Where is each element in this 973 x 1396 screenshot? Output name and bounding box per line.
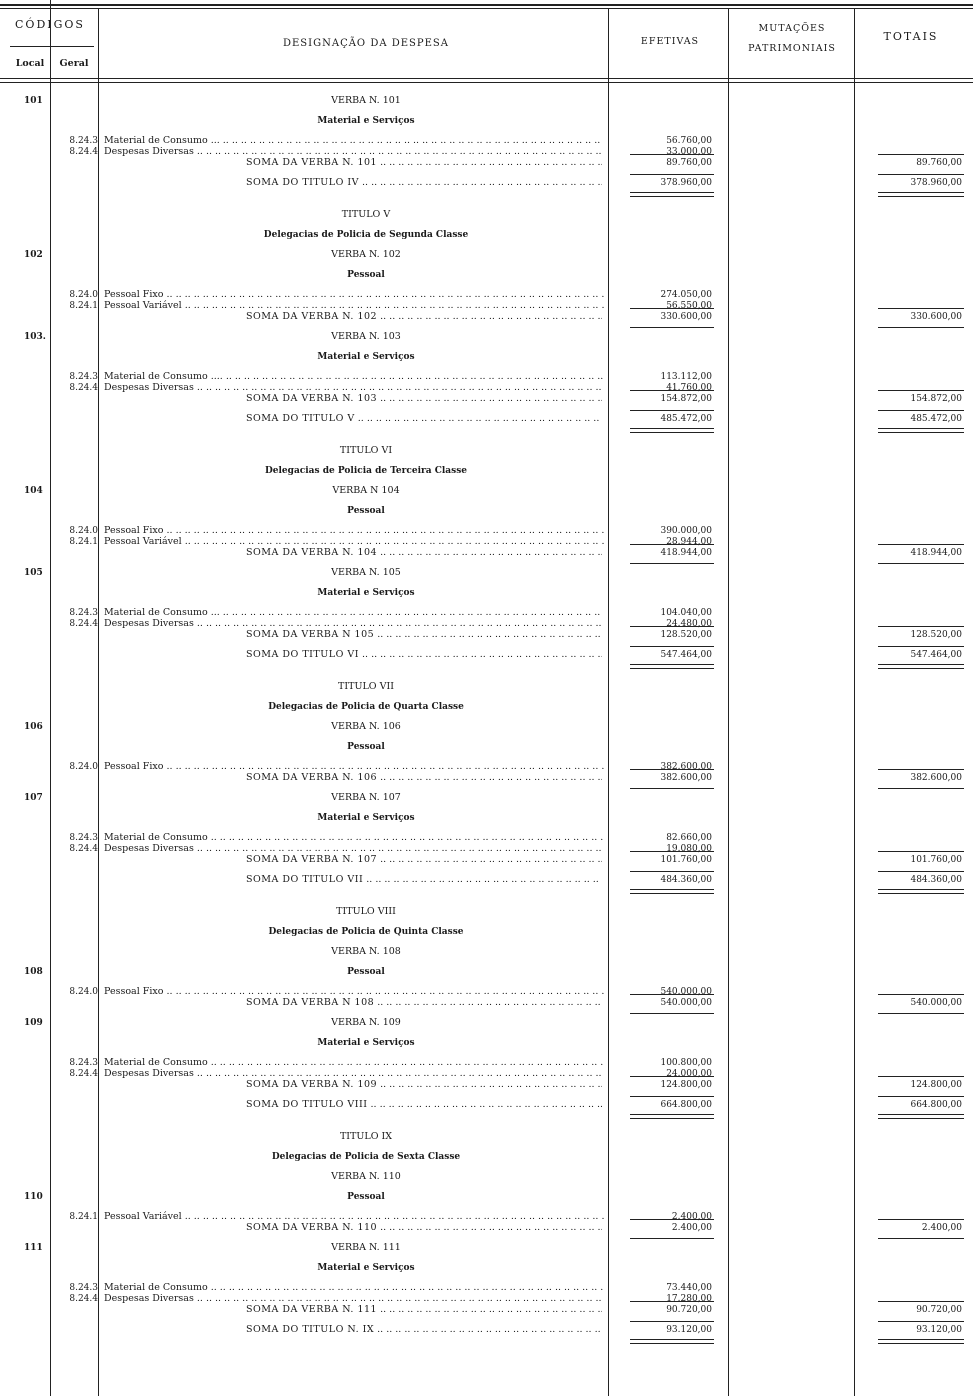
section-heading: VERBA N. 108 (331, 946, 401, 957)
efetivas-rule (630, 544, 714, 545)
table-row (0, 392, 973, 406)
table-row (0, 208, 973, 222)
value-efetivas: 390.000,00 (660, 526, 712, 536)
sum-label: SOMA DO TITULO VIII .. .. (246, 1098, 602, 1112)
efetivas-rule (630, 994, 714, 995)
value-efetivas: 41.760,00 (666, 383, 712, 393)
code-local: 102 (24, 250, 43, 260)
item-description: Pessoal Variável .. .. (104, 535, 604, 549)
value-totais: 418.944,00 (910, 548, 962, 558)
header-efetivas: EFETIVAS (640, 36, 700, 47)
value-efetivas: 90.720,00 (666, 1305, 712, 1315)
code-local: 106 (24, 722, 43, 732)
value-efetivas: 33.000,00 (666, 147, 712, 157)
table-row (0, 965, 973, 979)
value-efetivas: 124.800,00 (660, 1080, 712, 1090)
sum-label: SOMA DA VERBA N 108 .. .. (246, 996, 602, 1010)
section-heading: TITULO IX (339, 1131, 393, 1142)
table-row (0, 1098, 973, 1112)
code-geral: 8.24.3 (69, 1058, 98, 1068)
table-row (0, 1323, 973, 1337)
item-description: Despesas Diversas .. .. .. (104, 1292, 604, 1306)
efetivas-close-rule (630, 327, 714, 328)
section-heading: VERBA N 104 (332, 485, 400, 496)
totais-rule (878, 769, 964, 770)
section-subheading: Material e Serviços (317, 1038, 415, 1048)
table-row (0, 1170, 973, 1184)
totais-rule (878, 544, 964, 545)
value-efetivas: 82.660,00 (666, 833, 712, 843)
code-geral: 8.24.0 (69, 762, 98, 772)
value-efetivas: 382.600,00 (660, 773, 712, 783)
value-efetivas: 382.600,00 (660, 762, 712, 772)
section-subheading: Material e Serviços (317, 352, 415, 362)
value-efetivas: 56.550,00 (666, 301, 712, 311)
sum-label: SOMA DA VERBA N. 109 .. .. (246, 1078, 602, 1092)
table-row (0, 546, 973, 560)
efetivas-rule (630, 871, 714, 872)
item-description: Material de Consumo .. .. .. (104, 1281, 604, 1295)
value-totais: 89.760,00 (916, 158, 962, 168)
item-description: Despesas Diversas .. .. .. (104, 145, 604, 159)
totais-double-rule (878, 428, 964, 433)
efetivas-rule (630, 646, 714, 647)
table-row (0, 791, 973, 805)
efetivas-double-rule (630, 889, 714, 894)
value-efetivas: 101.760,00 (660, 855, 712, 865)
code-geral: 8.24.3 (69, 372, 98, 382)
item-description: Despesas Diversas .. .. .. (104, 1067, 604, 1081)
totais-rule (878, 851, 964, 852)
value-totais: 154.872,00 (910, 394, 962, 404)
code-geral: 8.24.4 (69, 147, 98, 157)
efetivas-close-rule (630, 1238, 714, 1239)
sum-label: SOMA DA VERBA N. 102 .. .. (246, 310, 602, 324)
code-local: 108 (24, 967, 43, 977)
totais-rule (878, 1096, 964, 1097)
code-local: 109 (24, 1018, 43, 1028)
header-patrimoniais: PATRIMONIAIS (748, 43, 836, 54)
sum-label: SOMA DA VERBA N 105 .. .. (246, 628, 602, 642)
value-efetivas: 484.360,00 (660, 875, 712, 885)
value-totais: 547.464,00 (910, 650, 962, 660)
totais-rule (878, 871, 964, 872)
section-subheading: Material e Serviços (317, 116, 415, 126)
value-totais: 382.600,00 (910, 773, 962, 783)
sum-label: SOMA DA VERBA N. 101 .. .. (246, 156, 602, 170)
table-row (0, 1078, 973, 1092)
value-efetivas: 418.944,00 (660, 548, 712, 558)
value-totais: 101.760,00 (910, 855, 962, 865)
totais-rule (878, 410, 964, 411)
code-geral: 8.24.0 (69, 290, 98, 300)
code-geral: 8.24.4 (69, 619, 98, 629)
item-description: Pessoal Fixo .. .. (104, 288, 604, 302)
item-description: Pessoal Fixo .. .. .. (104, 760, 604, 774)
item-description: Pessoal Fixo .. .. .. (104, 985, 604, 999)
header-bottom-rule-2 (0, 82, 973, 83)
section-heading: VERBA N. 109 (331, 1017, 401, 1028)
section-heading: TITULO VIII (336, 906, 396, 917)
value-efetivas: 664.800,00 (660, 1100, 712, 1110)
table-row (0, 1150, 973, 1164)
value-efetivas: 24.480,00 (666, 619, 712, 629)
efetivas-double-rule (630, 664, 714, 669)
value-totais: 124.800,00 (910, 1080, 962, 1090)
section-subheading: Delegacias de Policia de Segunda Classe (263, 230, 469, 240)
item-description: Material de Consumo .. .. .. (104, 1056, 604, 1070)
sum-label: SOMA DA VERBA N. 104 .. .. (246, 546, 602, 560)
totais-rule (878, 154, 964, 155)
item-description: Material de Consumo ... .. .. (104, 134, 604, 148)
code-geral: 8.24.4 (69, 383, 98, 393)
efetivas-double-rule (630, 192, 714, 197)
value-efetivas: 17.280,00 (666, 1294, 712, 1304)
code-geral: 8.24.3 (69, 608, 98, 618)
value-efetivas: 154.872,00 (660, 394, 712, 404)
totais-rule (878, 390, 964, 391)
code-local: 110 (24, 1192, 43, 1202)
item-description: Despesas Diversas .. .. .. (104, 381, 604, 395)
section-subheading: Material e Serviços (317, 813, 415, 823)
value-efetivas: 56.760,00 (666, 136, 712, 146)
value-totais: 128.520,00 (910, 630, 962, 640)
header-totais: TOTAIS (883, 30, 939, 43)
efetivas-rule (630, 174, 714, 175)
code-geral: 8.24.3 (69, 833, 98, 843)
table-row (0, 925, 973, 939)
value-totais: 484.360,00 (910, 875, 962, 885)
totais-close-rule (878, 1238, 964, 1239)
item-description: Pessoal Fixo .. .. .. (104, 524, 604, 538)
code-local: 111 (24, 1243, 43, 1253)
table-row (0, 484, 973, 498)
table-row (0, 1016, 973, 1030)
item-description: Pessoal Variável .. .. (104, 299, 604, 313)
code-geral: 8.24.3 (69, 136, 98, 146)
section-subheading: Pessoal (347, 1192, 385, 1202)
section-heading: VERBA N. 110 (331, 1171, 401, 1182)
header-codigos: CÓDIGOS (15, 18, 85, 31)
totais-rule (878, 646, 964, 647)
sum-label: SOMA DO TITULO IV .. .. (246, 176, 602, 190)
totais-double-rule (878, 192, 964, 197)
table-row (0, 114, 973, 128)
table-row (0, 853, 973, 867)
table-row (0, 905, 973, 919)
section-subheading: Delegacias de Policia de Quinta Classe (268, 927, 464, 937)
section-heading: VERBA N. 101 (331, 95, 401, 106)
section-subheading: Pessoal (347, 270, 385, 280)
section-subheading: Pessoal (347, 742, 385, 752)
value-efetivas: 378.960,00 (660, 178, 712, 188)
efetivas-rule (630, 390, 714, 391)
section-heading: VERBA N. 106 (331, 721, 401, 732)
efetivas-close-rule (630, 788, 714, 789)
sum-label: SOMA DA VERBA N. 106 .. .. (246, 771, 602, 785)
table-row (0, 720, 973, 734)
value-efetivas: 2.400,00 (671, 1223, 712, 1233)
table-row (0, 268, 973, 282)
totais-rule (878, 1321, 964, 1322)
table-row (0, 330, 973, 344)
table-row (0, 1241, 973, 1255)
efetivas-rule (630, 1096, 714, 1097)
totais-rule (878, 308, 964, 309)
value-totais: 2.400,00 (921, 1223, 962, 1233)
section-subheading: Material e Serviços (317, 588, 415, 598)
table-row (0, 412, 973, 426)
header-geral: Geral (59, 58, 89, 69)
totais-rule (878, 994, 964, 995)
code-geral: 8.24.0 (69, 987, 98, 997)
value-totais: 485.472,00 (910, 414, 962, 424)
section-subheading: Delegacias de Policia de Sexta Classe (271, 1152, 461, 1162)
value-efetivas: 113.112,00 (660, 372, 712, 382)
table-row (0, 945, 973, 959)
table-row (0, 1261, 973, 1275)
header-local: Local (15, 58, 45, 69)
efetivas-double-rule (630, 1114, 714, 1119)
table-row (0, 873, 973, 887)
code-geral: 8.24.1 (69, 1212, 98, 1222)
table-row (0, 811, 973, 825)
top-border-inner (0, 8, 973, 9)
value-totais: 540.000,00 (910, 998, 962, 1008)
value-efetivas: 330.600,00 (660, 312, 712, 322)
table-row (0, 1303, 973, 1317)
totais-close-rule (878, 563, 964, 564)
value-efetivas: 89.760,00 (666, 158, 712, 168)
value-efetivas: 540.000,00 (660, 998, 712, 1008)
section-heading: TITULO VI (339, 445, 393, 456)
section-heading: VERBA N. 105 (331, 567, 401, 578)
sum-label: SOMA DO TITULO VI .. .. (246, 648, 602, 662)
table-row (0, 1036, 973, 1050)
efetivas-rule (630, 1301, 714, 1302)
table-row (0, 700, 973, 714)
code-local: 103. (24, 332, 46, 342)
value-efetivas: 485.472,00 (660, 414, 712, 424)
item-description: Pessoal Variável .. .. (104, 1210, 604, 1224)
table-row (0, 586, 973, 600)
table-row (0, 996, 973, 1010)
table-row (0, 444, 973, 458)
efetivas-rule (630, 410, 714, 411)
section-heading: VERBA N. 107 (331, 792, 401, 803)
code-local: 104 (24, 486, 43, 496)
value-efetivas: 19.080,00 (666, 844, 712, 854)
efetivas-rule (630, 769, 714, 770)
efetivas-rule (630, 154, 714, 155)
table-row (0, 628, 973, 642)
table-row (0, 1130, 973, 1144)
code-geral: 8.24.1 (69, 537, 98, 547)
totais-rule (878, 1219, 964, 1220)
efetivas-rule (630, 626, 714, 627)
value-efetivas: 24.000,00 (666, 1069, 712, 1079)
totais-double-rule (878, 889, 964, 894)
code-geral: 8.24.4 (69, 844, 98, 854)
table-row (0, 566, 973, 580)
item-description: Material de Consumo .. .. (104, 831, 604, 845)
table-row (0, 156, 973, 170)
section-heading: VERBA N. 103 (331, 331, 401, 342)
code-geral: 8.24.1 (69, 301, 98, 311)
section-heading: TITULO VII (338, 681, 394, 692)
sum-label: SOMA DO TITULO VII .. .. (246, 873, 602, 887)
totais-rule (878, 1301, 964, 1302)
table-row (0, 504, 973, 518)
value-efetivas: 274.050,00 (660, 290, 712, 300)
value-totais: 93.120,00 (916, 1325, 962, 1335)
code-geral: 8.24.4 (69, 1294, 98, 1304)
section-heading: VERBA N. 111 (331, 1242, 401, 1253)
section-heading: TITULO V (341, 209, 391, 220)
code-local: 107 (24, 793, 43, 803)
header-designacao: DESIGNAÇÃO DA DESPESA (282, 38, 449, 49)
value-efetivas: 128.520,00 (660, 630, 712, 640)
efetivas-rule (630, 1321, 714, 1322)
efetivas-rule (630, 851, 714, 852)
sum-label: SOMA DA VERBA N. 103 .. .. (246, 392, 602, 406)
value-totais: 664.800,00 (910, 1100, 962, 1110)
section-subheading: Pessoal (347, 967, 385, 977)
efetivas-double-rule (630, 428, 714, 433)
sum-label: SOMA DA VERBA N. 107 .. .. (246, 853, 602, 867)
table-row (0, 310, 973, 324)
totais-double-rule (878, 1114, 964, 1119)
efetivas-double-rule (630, 1339, 714, 1344)
section-heading: VERBA N. 102 (331, 249, 401, 260)
table-row (0, 740, 973, 754)
totais-close-rule (878, 788, 964, 789)
table-row (0, 648, 973, 662)
totais-double-rule (878, 1339, 964, 1344)
sum-label: SOMA DA VERBA N. 111 .. .. (246, 1303, 602, 1317)
value-efetivas: 2.400,00 (671, 1212, 712, 1222)
totais-rule (878, 174, 964, 175)
table-row (0, 94, 973, 108)
totais-close-rule (878, 327, 964, 328)
value-efetivas: 540.000,00 (660, 987, 712, 997)
table-row (0, 176, 973, 190)
section-subheading: Material e Serviços (317, 1263, 415, 1273)
table-row (0, 248, 973, 262)
sum-label: SOMA DO TITULO N. IX .. .. (246, 1323, 602, 1337)
section-subheading: Pessoal (347, 506, 385, 516)
code-geral: 8.24.0 (69, 526, 98, 536)
value-efetivas: 547.464,00 (660, 650, 712, 660)
value-efetivas: 104.040,00 (660, 608, 712, 618)
table-row (0, 680, 973, 694)
value-efetivas: 28.944,00 (666, 537, 712, 547)
value-efetivas: 93.120,00 (666, 1325, 712, 1335)
item-description: Material de Consumo .... .. .. (104, 370, 604, 384)
header-mutacoes: MUTAÇÕES (758, 23, 826, 34)
totais-rule (878, 1076, 964, 1077)
item-description: Despesas Diversas .. .. .. (104, 617, 604, 631)
code-geral: 8.24.3 (69, 1283, 98, 1293)
sum-label: SOMA DA VERBA N. 110 .. .. (246, 1221, 602, 1235)
value-efetivas: 100.800,00 (660, 1058, 712, 1068)
efetivas-rule (630, 308, 714, 309)
efetivas-close-rule (630, 563, 714, 564)
section-subheading: Delegacias de Policia de Terceira Classe (264, 466, 467, 476)
efetivas-close-rule (630, 1013, 714, 1014)
sum-label: SOMA DO TITULO V .. .. (246, 412, 602, 426)
header-codigos-rule (10, 46, 94, 47)
code-geral: 8.24.4 (69, 1069, 98, 1079)
value-efetivas: 73.440,00 (666, 1283, 712, 1293)
table-row (0, 350, 973, 364)
header-bottom-rule (0, 78, 973, 79)
table-row (0, 1221, 973, 1235)
totais-close-rule (878, 1013, 964, 1014)
value-totais: 330.600,00 (910, 312, 962, 322)
section-subheading: Delegacias de Policia de Quarta Classe (268, 702, 464, 712)
table-row (0, 771, 973, 785)
value-totais: 90.720,00 (916, 1305, 962, 1315)
value-totais: 378.960,00 (910, 178, 962, 188)
table-row (0, 228, 973, 242)
totais-rule (878, 626, 964, 627)
efetivas-rule (630, 1219, 714, 1220)
top-border (0, 4, 973, 6)
code-local: 105 (24, 568, 43, 578)
item-description: Despesas Diversas .. .. .. (104, 842, 604, 856)
table-row (0, 1190, 973, 1204)
code-local: 101 (24, 96, 43, 106)
efetivas-rule (630, 1076, 714, 1077)
totais-double-rule (878, 664, 964, 669)
item-description: Material de Consumo ... .. .. (104, 606, 604, 620)
table-row (0, 464, 973, 478)
